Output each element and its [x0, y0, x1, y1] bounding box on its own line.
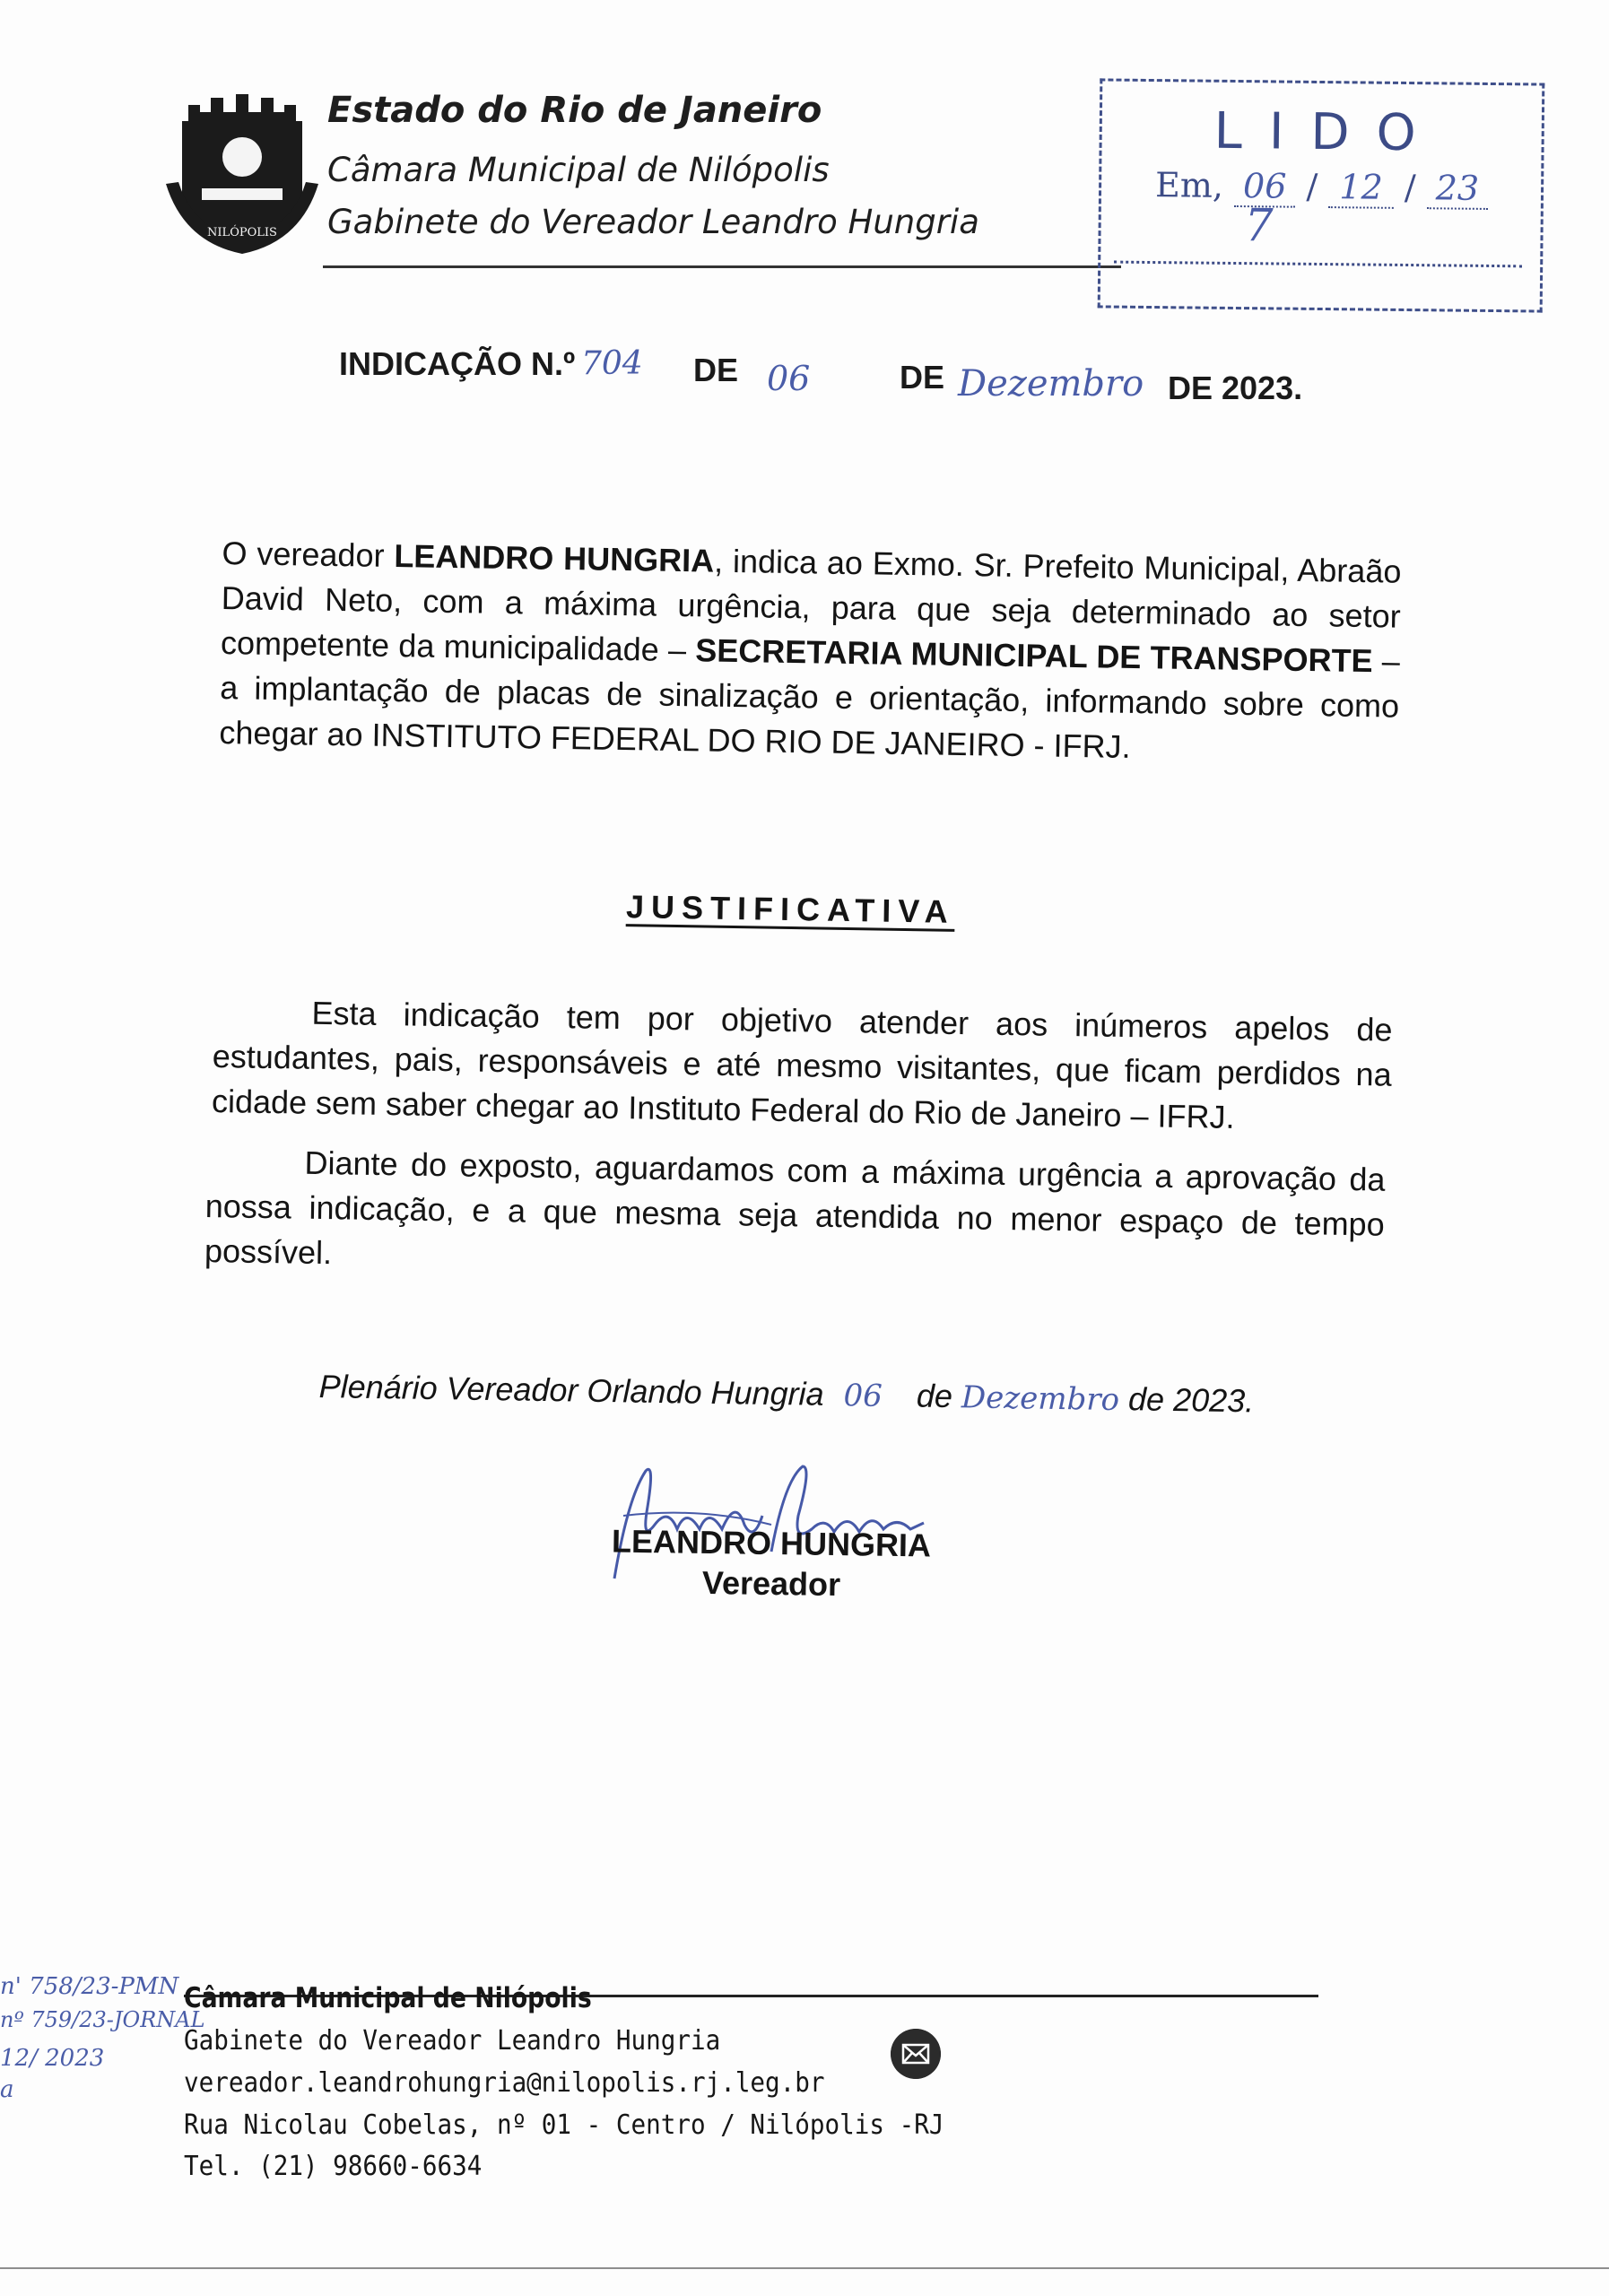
stamp-date-year: 23 [1427, 168, 1489, 210]
footer-phone: Tel. (21) 98660-6634 [184, 2151, 483, 2182]
closing-year: de 2023. [1127, 1380, 1255, 1420]
header-state: Estado do Rio de Janeiro [327, 90, 822, 131]
margin-note-3: 12/ 2023 [0, 2045, 105, 2072]
header-office: Gabinete do Vereador Leandro Hungria [327, 203, 979, 241]
footer-email[interactable]: vereador.leandrohungria@nilopolis.rj.leg.br [184, 2067, 825, 2099]
stamp-date-prefix: Em, [1154, 165, 1224, 205]
crest-motto-text: NILÓPOLIS [207, 226, 277, 239]
closing-line [318, 1368, 1254, 1420]
mail-icon [891, 2029, 941, 2079]
indicacao-de-2: DE [900, 359, 945, 396]
p1-intro: O vereador [222, 534, 385, 574]
margin-note-4: a [0, 2076, 14, 2103]
margin-note-2: nº 759/23-JORNAL [0, 2007, 205, 2032]
indicacao-de-1: DE [693, 352, 739, 388]
justification-paragraph-1: Esta indicação tem por objetivo atender aos inúmeros apelos de estudantes, pais, responsáveis e até mesmo visitantes, que ficam perdidos na cidade sem saber chegar ao Instituto Federal do Rio de Janeiro – IFRJ. [211, 994, 1393, 1135]
indication-paragraph [219, 531, 1402, 774]
header-divider [323, 265, 1121, 268]
indicacao-month: Dezembro [958, 363, 1144, 404]
margin-note-1: n' 758/23-PMN [0, 1973, 179, 2000]
justificativa-heading: JUSTIFICATIVA [625, 888, 955, 930]
indicacao-label: INDICAÇÃO N.º [339, 345, 576, 382]
stamp-title: LIDO [1213, 101, 1443, 163]
closing-day: 06 [843, 1378, 883, 1414]
read-stamp [1098, 78, 1545, 312]
p1-secretaria: SECRETARIA MUNICIPAL DE TRANSPORTE [694, 631, 1373, 680]
municipal-crest-logo [148, 85, 336, 256]
p1-request: , indica ao Exmo. Sr. Prefeito Municipal, Abraão David Neto, com a máxima urgência, para que seja determinado ao setor competente da municipalidade – [220, 542, 1402, 669]
p1-details: – a implantação de placas de sinalização e orientação, informando sobre como chegar ao INSTITUTO FEDERAL DO RIO DE JANEIRO - IFRJ. [219, 642, 1401, 765]
indicacao-number: 704 [581, 345, 643, 382]
stamp-date: Em, 06 / 12 / 23 [1155, 165, 1488, 208]
stamp-handwritten-mark: 7 [1244, 199, 1274, 252]
footer-office: Gabinete do Vereador Leandro Hungria [184, 2025, 721, 2057]
p1-councilor-name: LEANDRO HUNGRIA [394, 537, 715, 579]
header-chamber: Câmara Municipal de Nilópolis [327, 151, 830, 189]
closing-month: Dezembro [961, 1379, 1120, 1419]
signatory-name: LEANDRO HUNGRIA [611, 1522, 932, 1564]
closing-place: Plenário Vereador Orlando Hungria [318, 1368, 824, 1413]
stamp-dotted-line [1114, 261, 1522, 268]
footer-address: Rua Nicolau Cobelas, nº 01 - Centro / Nilópolis -RJ [184, 2109, 944, 2141]
justification-paragraph-2: Diante do exposto, aguardamos com a máxima urgência a aprovação da nossa indicação, e a que mesma seja atendida no menor espaço de tempo possível. [204, 1144, 1386, 1272]
indicacao-day: 06 [767, 359, 811, 398]
page-bottom-edge [0, 2267, 1609, 2269]
indicacao-year: DE 2023. [1168, 370, 1303, 406]
signatory-role: Vereador [701, 1563, 841, 1604]
footer-chamber: Câmara Municipal de Nilópolis [184, 1982, 592, 2014]
stamp-date-month: 12 [1328, 167, 1394, 209]
closing-de: de [916, 1377, 953, 1415]
stamp-date-day: 06 [1234, 166, 1296, 208]
